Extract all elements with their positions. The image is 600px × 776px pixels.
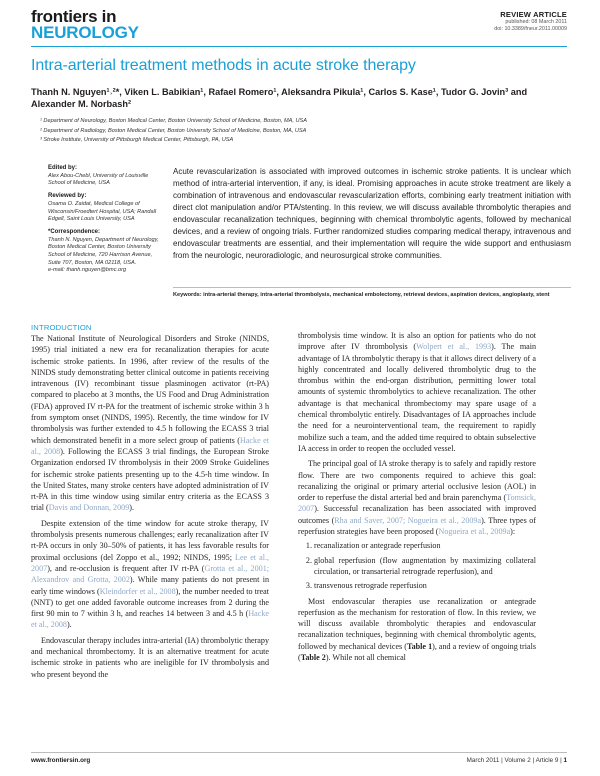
keywords: [173, 291, 571, 300]
citation-link[interactable]: Lee et al., 2007: [31, 552, 269, 573]
reperfusion-strategy-list: [298, 540, 536, 591]
footer-volume-info: March 2011 | Volume 2 | Article 9 |: [466, 757, 562, 764]
section-heading-introduction: INTRODUCTION: [31, 323, 92, 332]
header-divider: [31, 46, 567, 47]
reviewed-by-value: Osama O. Zaidat, Medical College of Wisconsin/Froedtert Hospital, USA; Randall Edgell, Saint Louis University, USA: [48, 200, 157, 223]
citation-link[interactable]: Kleindorfer et al., 2008: [99, 586, 176, 596]
paragraph: Endovascular therapy includes intra-arterial (IA) thrombolytic therapy and mechanical thrombectomy. It is an alternative treatment for acute ischemic stroke in patients who are ineligible for IV thrombolysis and who present beyond the: [31, 635, 269, 679]
keywords-label: Keywords:: [173, 292, 202, 298]
list-item: 1. recanalization or antegrade reperfusion: [314, 540, 536, 551]
body-column-left: [31, 333, 269, 680]
editorial-info: [48, 165, 164, 280]
paragraph: Despite extension of the time window for acute stroke therapy, IV thrombolysis presents numerous challenges; early recanalization after IV rt-PA occurs in only 30–50% of patients, it has less favorable results for proximal occlusions (del Zoppo et al., 1992; NINDS, 1995; Lee et al., 2007), and re-occlusion is frequent after IV rt-PA (Grotta et al., 2001; Alexandrov and Grotta, 2002). While many patients do not present in early time windows (Kleindorfer et al., 2008), the number needed to treat (NNT) to get one added favorable outcome increases from 2 during the first 90 min to 7 within 3 h, and reaches 14 between 3 and 4.5 h (Hacke et al., 2008).: [31, 518, 269, 630]
body-column-right: [298, 330, 536, 663]
correspondence-value: Thanh N. Nguyen, Department of Neurology, Boston Medical Center, Boston University School of Medicine, 720 Harrison Avenue, Suite 707, Boston, MA 02118, USA.: [48, 236, 159, 266]
citation-link[interactable]: Grotta et al., 2001; Alexandrov and Grotta, 2002: [31, 563, 269, 585]
citation-link[interactable]: Wolpert et al., 1993: [416, 342, 492, 352]
footer-issue-info: [467, 757, 567, 764]
paragraph: The principal goal of IA stroke therapy is to safely and rapidly restore flow. There are two components required to achieve this goal: recanalizing the original or primary arterial occlusive lesion (AOL) in order to reperfuse the distal arterial bed and brain parenchyma (Tomsick, 2007). Successful recanalization has been associated with improved outcomes (Rha and Saver, 2007; Nogueira et al., 2009a). Three types of reperfusion strategies have been proposed (Nogueira et al., 2009a):: [298, 459, 537, 537]
table-1-ref[interactable]: Table 1: [406, 641, 433, 651]
footer-divider: [31, 752, 567, 753]
reviewed-by-label: Reviewed by:: [48, 193, 87, 200]
article-meta: [494, 10, 567, 33]
affiliation-3: ³ Stroke Institute, University of Pittsburgh Medical Center, Pittsburgh, PA, USA: [40, 137, 234, 144]
journal-logo: [31, 8, 139, 41]
article-title: Intra-arterial treatment methods in acute stroke therapy: [31, 57, 416, 74]
affiliations: [40, 117, 560, 146]
affiliation-2: ² Department of Radiology, Boston Medical Center, Boston University School of Medicine, Boston, MA, USA: [40, 127, 307, 134]
edited-by-label: Edited by:: [48, 165, 78, 171]
paragraph: The National Institute of Neurological Disorders and Stroke (NINDS, 1995) trial initiated a new era for recanalization therapies for acute ischemic stroke patients. In 1996, after review of the results of the NINDS study demonstrating better clinical outcome in patients receiving intravenous (IV) recombinant tissue plasminogen activator (rt-PA) compared to placebo at 3 months, the US Food and Drug Administration (FDA) approved IV rt-PA for the treatment of ischemic stroke within 3 h from symptom onset (NINDS, 1995). Recently, the time window for IV thrombolysis was further extended to 4.5 h following the ECASS 3 trial which demonstrated benefit in a more select group of patients (Hacke et al., 2008). Following the ECASS 3 trial findings, the European Stroke Organization endorsed IV thrombolysis in their 2009 Stroke Guidelines for ischemic stroke patients presenting up to the 4.5-h time window. In the United States, many stroke centers have adopted administration of IV rt-PA in this time window using similar entry criteria as the ECASS 3 trial (Davis and Donnan, 2009).: [31, 334, 269, 513]
correspondence-label: *Correspondence:: [48, 228, 101, 235]
article-type: REVIEW ARTICLE: [500, 10, 567, 19]
citation-link[interactable]: Tomsick, 2007: [298, 493, 536, 514]
abstract: Acute revascularization is associated with improved outcomes in ischemic stroke patients. It is unclear which method of intra-arterial intervention, if any, is ideal. Promising approaches in acute stroke treatment are likely a combination of intravenous and endovascular revascularization efforts, combining early treatment initiation with direct clot manipulation and/or PTA/stenting. In this review, we will discuss available thrombolytic therapies and endovascular recanalization techniques, beginning with chemical thrombolytic agents, followed by mechanical devices, and a review of ongoing trials. Further randomized studies comparing medical therapy, intravenous and endovascular treatments are essential, and their implementation will require the wide support and enthusiasm from the neurologic, neuroradiologic, and neurosurgical stroke communities.: [173, 167, 571, 260]
citation-link[interactable]: Hacke et al., 2008: [31, 609, 269, 630]
list-item: 2. global reperfusion (flow augmentation by maximizing collateral circulation, or transarterial retrograde reperfusion), and: [314, 555, 536, 578]
correspondence-email: e-mail: thanh.nguyen@bmc.org: [48, 267, 127, 274]
keywords-divider: [173, 287, 571, 288]
edited-by-value: Alex Abou-Chebl, University of Louisville School of Medicine, USA: [48, 172, 149, 187]
affiliation-1: ¹ Department of Neurology, Boston Medical Center, Boston University School of Medicine, Boston, MA, USA: [40, 118, 307, 124]
journal-name-line1: frontiers in: [31, 7, 117, 26]
published-date: published: 08 March 2011: [505, 19, 567, 25]
paragraph: Most endovascular therapies use recanalization or antegrade reperfusion as the mechanism for restoration of flow. In this review, we will discuss available thrombolytic therapies and endovascular recanalization techniques, beginning with chemical thrombolytic agents, followed by mechanical devices (Table 1), and a review of ongoing trials (Table 2). While not all chemical: [298, 596, 536, 663]
citation-link[interactable]: Nogueira et al., 2009a: [438, 527, 511, 537]
doi: doi: 10.3389/fneur.2011.00009: [494, 26, 567, 32]
list-item: 3. transvenous retrograde reperfusion: [314, 580, 536, 591]
citation-link[interactable]: Davis and Donnan, 2009: [48, 503, 130, 513]
footer-website[interactable]: www.frontiersin.org: [31, 757, 91, 764]
author-list: Thanh N. Nguyen¹˒²*, Viken L. Babikian¹, Rafael Romero¹, Aleksandra Pikula¹, Carlos S. Kase¹, Tudor G. Jovin³ and Alexander M. Norbash²: [31, 87, 528, 109]
keywords-list: intra-arterial therapy, intra-arterial thrombolysis, mechanical embolectomy, retrieval devices, aspiration devices, angioplasty, stent: [203, 292, 550, 298]
paragraph: thrombolysis time window. It is also an option for patients who do not improve after IV thrombolysis (Wolpert et al., 1993). The main advantage of IA thrombolytic therapy is that it allows direct delivery of a highly concentrated and locally delivered thrombolytic drug to the thrombus within the end-organ distribution, permitting lower total amounts of systemic thrombolytics to achieve recanalization. The other advantage is that mechanical thrombectomy may spare usage of a chemical thrombolytic entirely. Disadvantages of IA approaches include the need for a neurointerventional team, the requirement to rapidly mobilize such a team, and the added time required to obtain subselective IA access in order to reopen the occluded vessel.: [298, 331, 536, 453]
citation-link[interactable]: Hacke et al., 2008: [31, 435, 269, 456]
table-2-ref[interactable]: Table 2: [300, 653, 326, 663]
journal-name-line2: NEUROLOGY: [31, 23, 139, 42]
citation-link[interactable]: Rha and Saver, 2007; Nogueira et al., 2009a: [334, 515, 482, 525]
page-number: 1: [563, 757, 567, 764]
